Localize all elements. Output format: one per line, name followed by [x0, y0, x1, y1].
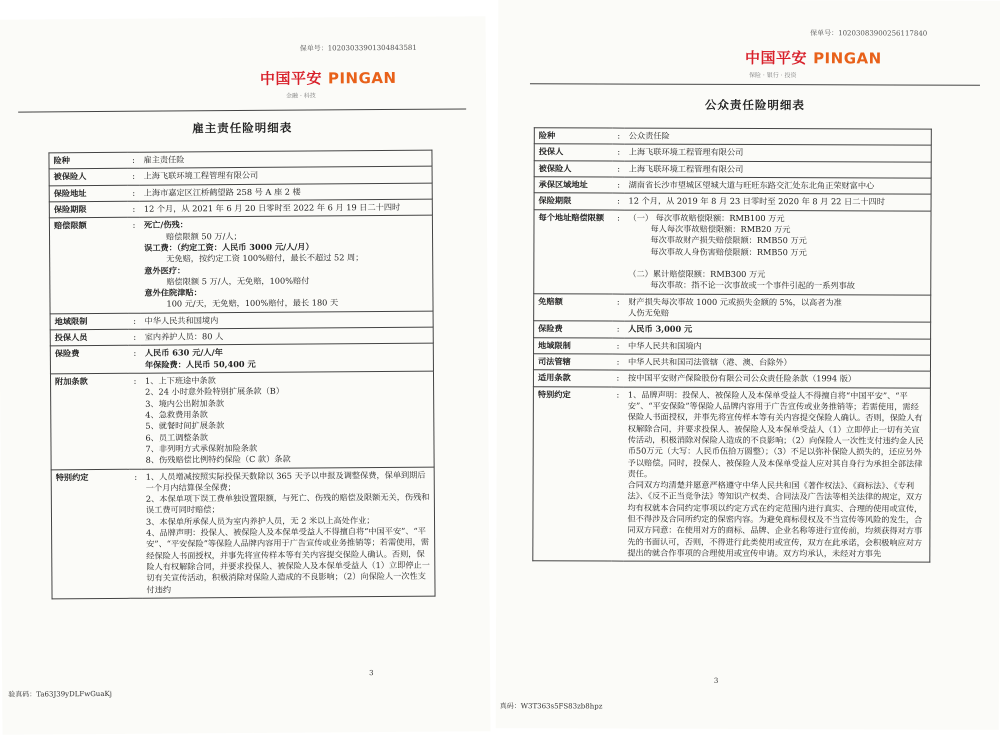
row-colon: : [613, 128, 625, 144]
row-label: 险种 [534, 128, 613, 145]
value-line: 湖南省长沙市望城区望城大道与旺旺东路交汇处东北角正荣财富中心 [628, 179, 875, 191]
value-line: 上海市嘉定区江桥鹤望路 258 号 A 座 2 楼 [143, 186, 301, 198]
row-colon: : [612, 370, 624, 386]
row-value [140, 215, 433, 313]
value-line: 按中国平安财产保险股份有限公司公众责任险条款（1994 版） [627, 372, 857, 384]
logo-en-text: PINGAN [327, 68, 397, 88]
value-line: 2、24 小时意外险特别扩展条款（B） [145, 386, 285, 398]
row-label: 投保人员 [50, 329, 129, 346]
value-line: 年保险费：人民币 50,400 元 [144, 358, 256, 370]
row-label: 保险期限 [534, 193, 613, 210]
row-label: 险种 [49, 152, 128, 169]
value-line: 4、急救费用条款 [145, 409, 208, 420]
value-line: 死亡/伤残： [143, 219, 188, 230]
value-line: 人民币 630 元/人/年 [144, 347, 223, 359]
row-value [625, 177, 932, 194]
row-colon: : [128, 201, 140, 217]
value-line: 12 个月，从 2019 年 8 月 23 日零时至 2020 年 8 月 22 日二十四时 [628, 195, 885, 207]
page-title: 公众责任险明细表 [704, 97, 805, 113]
table-row [534, 337, 931, 355]
row-value [139, 150, 432, 168]
row-label: 特别约定 [533, 386, 612, 561]
row-label: 适用条款 [533, 370, 612, 387]
value-line: 赔偿限额 5 万/人，无免赔，100%赔付 [166, 275, 310, 287]
row-label: 被保险人 [49, 169, 128, 186]
page-number: 3 [369, 669, 374, 678]
verification-code: 验真码：Ta63J39yDLFwGuaKj [8, 689, 112, 699]
detail-table [532, 127, 932, 563]
row-label: 投保人 [534, 144, 613, 161]
value-line: 7、非列明方式承保附加险条款 [145, 442, 258, 454]
row-value [141, 371, 434, 469]
row-value [142, 467, 435, 598]
page-number: 3 [713, 676, 719, 685]
pingan-logo [745, 47, 882, 79]
row-colon: : [128, 185, 140, 201]
value-line: 室内养护人员：80 人 [144, 331, 224, 342]
value-line: 12 个月，从 2021 年 6 月 20 日零时至 2022 年 6 月 19 日二十四时 [143, 201, 401, 214]
row-label: 保险费 [50, 346, 129, 374]
value-line: 意外医疗： [144, 264, 186, 276]
value-line: 中华人民共和国司法管辖（港、澳、台除外） [627, 356, 792, 368]
value-line: 每次事故人身伤害赔偿限额：RMB50 万元 [650, 246, 807, 257]
value-line: 100 元/天，无免赔，100%赔付，最长 180 天 [166, 297, 339, 309]
value-line: 8、伤残赔偿比例特约保险（C 款）条款 [145, 453, 291, 465]
row-label: 地域限制 [50, 313, 129, 330]
value-line: 误工费：（约定工资：人民币 3000 元/人/月） [144, 241, 314, 253]
policy-number: 保单号：10203033901304843581 [299, 43, 417, 53]
row-colon: : [613, 193, 625, 209]
row-value [623, 387, 930, 563]
row-colon: : [613, 144, 625, 160]
logo-en-text: PINGAN [813, 49, 882, 68]
row-label: 被保险人 [534, 160, 613, 177]
row-value [625, 144, 932, 161]
table-row [533, 354, 930, 372]
value-line: 5、就餐时间扩展条款 [145, 420, 225, 431]
row-colon: : [611, 387, 624, 562]
row-colon: : [129, 313, 141, 329]
row-label: 赔偿限额 [49, 218, 128, 314]
table-row [533, 370, 930, 388]
value-line: 公众责任险 [628, 130, 670, 141]
row-label: 附加条款 [50, 373, 129, 469]
header-divider [530, 83, 980, 86]
row-label: 保险费 [534, 321, 613, 338]
right-document-page [496, 0, 1000, 730]
policy-number: 保单号：10203083900256117840 [810, 29, 928, 38]
row-label: 每个地址赔偿限额 [534, 209, 613, 293]
value-line: （一） 每次事故赔偿限额：RMB100 万元 [628, 212, 785, 223]
value-line: 赔偿限额 50 万/人； [165, 230, 242, 242]
row-value [624, 321, 931, 338]
row-colon: : [129, 346, 141, 374]
verification-code: 真码：W3T363s5FS83zb8hpz [499, 702, 603, 711]
value-line: 财产损失每次事故 1000 元或损失金额的 5%，以高者为准 [628, 296, 842, 308]
row-colon: : [612, 210, 624, 294]
value-line: 1、人员增减按照实际投保天数除以 365 天予以申报及调整保费，保单到期后一个月内结算保全保费； [145, 469, 426, 493]
table-row [534, 177, 931, 195]
table-row [533, 386, 931, 562]
left-document-page [0, 16, 490, 734]
logo-cn-text: 中国平安 [745, 48, 808, 68]
logo-slogan: 金融 · 科技 [286, 92, 316, 100]
value-line: 雇主责任险 [143, 154, 185, 165]
row-label: 免赔额 [534, 293, 613, 321]
value-line: 6、员工调整条款 [145, 431, 208, 443]
table-row [50, 344, 433, 374]
value-line: 1、品牌声明：投保人、被保险人及本保单受益人不得擅自将“中国平安”、“平安”、“平安保险”等保险人品牌内容用于广告宣传或业务推销等；若需使用，需经保险人书面授权，并事先将宣传样本等有关内容提交保险人确认。否则，保险人有权解除合同，并要求投保人、被保险人及本保单受益人（1）立即停止一切有关宣传活动，积极消除对保险人造成的不良影响；（2）向保险人一次性支付违约金人民币50万元（大写：人民币伍拾万圆整）；（3）不足以弥补保险人损失的，还应另外予以赔偿。同时，投保人、被保险人及本保单受益人应对其自身行为承担全部法律责任。 [627, 389, 924, 479]
row-label: 保险期限 [49, 201, 128, 218]
row-label: 承保区域地址 [534, 177, 613, 194]
row-colon: : [128, 217, 141, 313]
value-line: （二）累计赔偿限额：RMB300 万元 [628, 268, 766, 280]
row-value [624, 370, 931, 387]
value-line: 人伤无免赔 [628, 307, 670, 318]
table-row [534, 209, 931, 295]
row-value [141, 344, 434, 374]
value-line: 意外住院津贴： [144, 287, 202, 298]
table-row [534, 128, 931, 146]
row-colon: : [612, 321, 624, 337]
row-label: 特别约定 [51, 469, 130, 599]
value-line: 人民币 3,000 元 [628, 323, 693, 335]
value-line: 4、品牌声明：投保人、被保险人及本保单受益人不得擅自将“中国平安”、“平安”、“平安保险”等保险人品牌内容用于广告宣传或业务推销等；若需使用，需经保险人书面授权，并事先将宣传样本等有关内容提交保险人确认。否则，保险人有权解除合同，并要求投保人、被保险人及本保单受益人（1）立即停止一切有关宣传活动，积极消除对保险人造成的不良影响；（2）向保险人一次性支付违约 [146, 525, 430, 595]
row-colon: : [613, 161, 625, 177]
value-line: 3、本保单所承保人员为室内养护人员，无 2 米以上高处作业； [145, 514, 375, 527]
value-line: 上海飞联环境工程管理有限公司 [143, 170, 259, 182]
row-value [140, 199, 433, 217]
row-value [140, 166, 433, 184]
table-row [51, 467, 435, 599]
row-label: 地域限制 [534, 337, 613, 354]
row-colon: : [129, 329, 141, 345]
row-value [624, 338, 931, 355]
value-line: 中华人民共和国境内 [628, 340, 702, 351]
logo-slogan: 保险 · 银行 · 投资 [748, 72, 797, 80]
row-value [624, 354, 931, 371]
value-line: 每次事故财产损失赔偿限额：RMB50 万元 [650, 234, 807, 246]
row-colon: : [613, 177, 625, 193]
row-colon: : [127, 152, 139, 168]
row-value [624, 210, 931, 295]
table-row [50, 371, 434, 469]
value-line: 中华人民共和国境内 [144, 314, 219, 326]
table-row [49, 215, 433, 313]
table-row [534, 193, 931, 211]
detail-table [48, 150, 435, 600]
row-value [625, 128, 932, 145]
row-value [141, 327, 434, 345]
row-value [624, 294, 931, 323]
value-line: 2、本保单项下误工费单独设置限额，与死亡、伤残的赔偿及限额无关，伤残和误工费可同时赔偿； [145, 491, 430, 516]
table-row [534, 293, 931, 322]
row-colon: : [612, 294, 624, 322]
pingan-logo [260, 67, 397, 100]
page-title: 雇主责任险明细表 [192, 120, 293, 136]
table-row [534, 144, 931, 162]
value-line: 每人每次事故赔偿限额：RMB20 万元 [650, 223, 791, 235]
row-value [625, 193, 932, 210]
table-row [534, 160, 931, 178]
row-colon: : [129, 373, 142, 469]
value-line: 合同双方均清楚并愿意严格遵守中华人民共和国《著作权法》、《商标法》、《专利法》、《反不正当竞争法》等知识产权类、合同法及广告法等相关法律的规定，双方均有权就本合同约定事项以约定方式在约定范围内进行真实、合理的使用或宣传，但不得涉及合同所约定的保密内容。为避免商标侵权及不当宣传等风险的发生，合同双方同意：在使用对方的商标、品牌、企业名称等进行宣传前，均须获得对方事先的书面认可，否则，不得进行此类使用或宣传，双方在此承诺，会积极响应对方提出的就合作事项的合理使用或宣传申请。双方均承认，未经对方事先 [627, 479, 923, 559]
value-line: 3、境内公出附加条款 [145, 397, 225, 409]
row-value [140, 183, 433, 201]
row-label: 保险地址 [49, 185, 128, 202]
value-line: 无免赔，按约定工资 100%赔付，最长不超过 52 周； [166, 252, 364, 264]
row-colon: : [130, 469, 143, 599]
row-colon: : [128, 169, 140, 185]
value-line: 1、上下班途中条款 [144, 375, 216, 386]
row-value [141, 311, 434, 329]
header-divider [18, 108, 466, 112]
row-value [625, 161, 932, 178]
logo-cn-text: 中国平安 [259, 69, 323, 88]
row-label: 司法管辖 [533, 354, 612, 371]
value-line: 上海飞联环境工程管理有限公司 [628, 163, 744, 174]
row-colon: : [612, 354, 624, 370]
value-line: 上海飞联环境工程管理有限公司 [628, 146, 744, 158]
row-colon: : [612, 338, 624, 354]
table-row [534, 321, 931, 339]
value-line: 每次事故：指不论一次事故或一个事件引起的一系列事故 [650, 280, 855, 291]
